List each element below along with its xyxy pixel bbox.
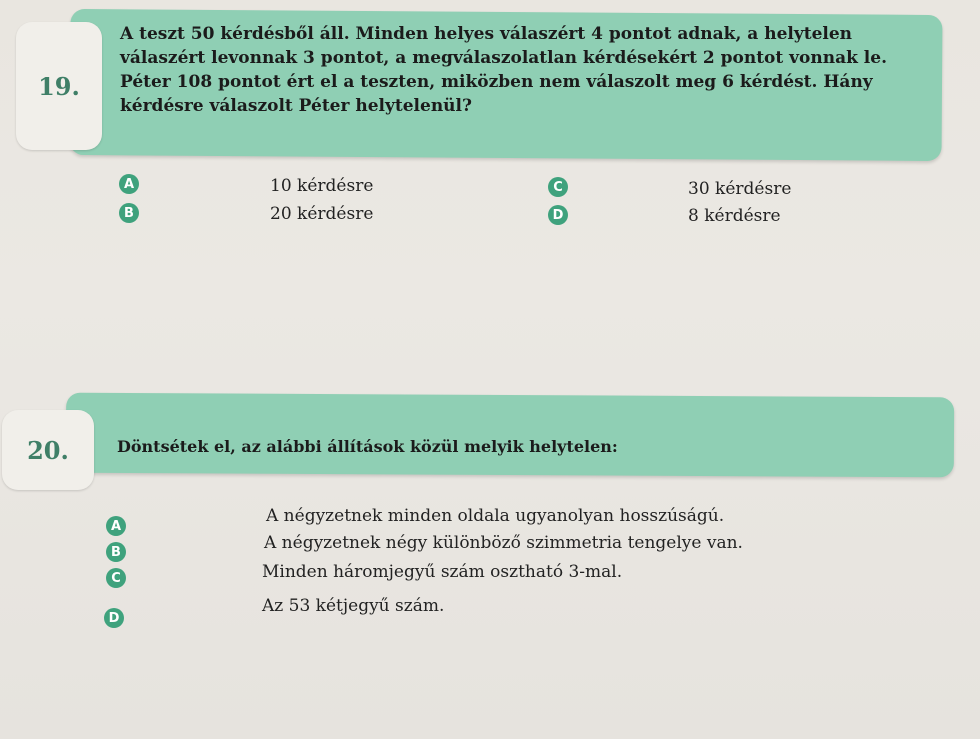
- question-19-line-1: A teszt 50 kérdésből áll. Minden helyes válaszért 4 pontot adnak, a helytelen: [120, 24, 853, 44]
- question-19-text: [120, 22, 920, 118]
- q20-option-a-text: A négyzetnek minden oldala ugyanolyan hosszúságú.: [266, 506, 725, 526]
- question-20-banner: [66, 393, 954, 478]
- q20-option-c-text: Minden háromjegyű szám osztható 3-mal.: [262, 562, 623, 582]
- q19-option-a-text: 10 kérdésre: [270, 176, 374, 196]
- q19-option-b-text: 20 kérdésre: [270, 204, 374, 224]
- q20-option-c-badge[interactable]: C: [106, 568, 126, 588]
- q20-option-a-badge[interactable]: A: [106, 516, 126, 536]
- q19-option-d-text: 8 kérdésre: [688, 206, 781, 226]
- q20-option-d-text: Az 53 kétjegyű szám.: [262, 596, 445, 616]
- question-19-line-4: kérdésre válaszolt Péter helytelenül?: [120, 96, 472, 116]
- q19-option-a-badge[interactable]: A: [119, 174, 139, 194]
- question-19-number-box: [16, 22, 102, 150]
- q20-option-d-badge[interactable]: D: [104, 608, 124, 628]
- q19-option-d-badge[interactable]: D: [548, 205, 568, 225]
- q19-option-c-badge[interactable]: C: [548, 177, 568, 197]
- q20-option-b-text: A négyzetnek négy különböző szimmetria tengelye van.: [264, 533, 743, 553]
- q19-option-c-text: 30 kérdésre: [688, 179, 792, 199]
- question-20-number: 20.: [27, 435, 69, 465]
- question-20-number-box: [2, 410, 94, 490]
- q19-option-b-badge[interactable]: B: [119, 203, 139, 223]
- question-19-number: 19.: [38, 71, 80, 101]
- q20-option-b-badge[interactable]: B: [106, 542, 126, 562]
- question-19-line-2: válaszért levonnak 3 pontot, a megválaszolatlan kérdésekért 2 pontot vonnak le.: [120, 48, 888, 68]
- question-20-text: Döntsétek el, az alábbi állítások közül melyik helytelen:: [117, 437, 618, 456]
- question-19-line-3: Péter 108 pontot ért el a teszten, miközben nem válaszolt meg 6 kérdést. Hány: [120, 72, 873, 92]
